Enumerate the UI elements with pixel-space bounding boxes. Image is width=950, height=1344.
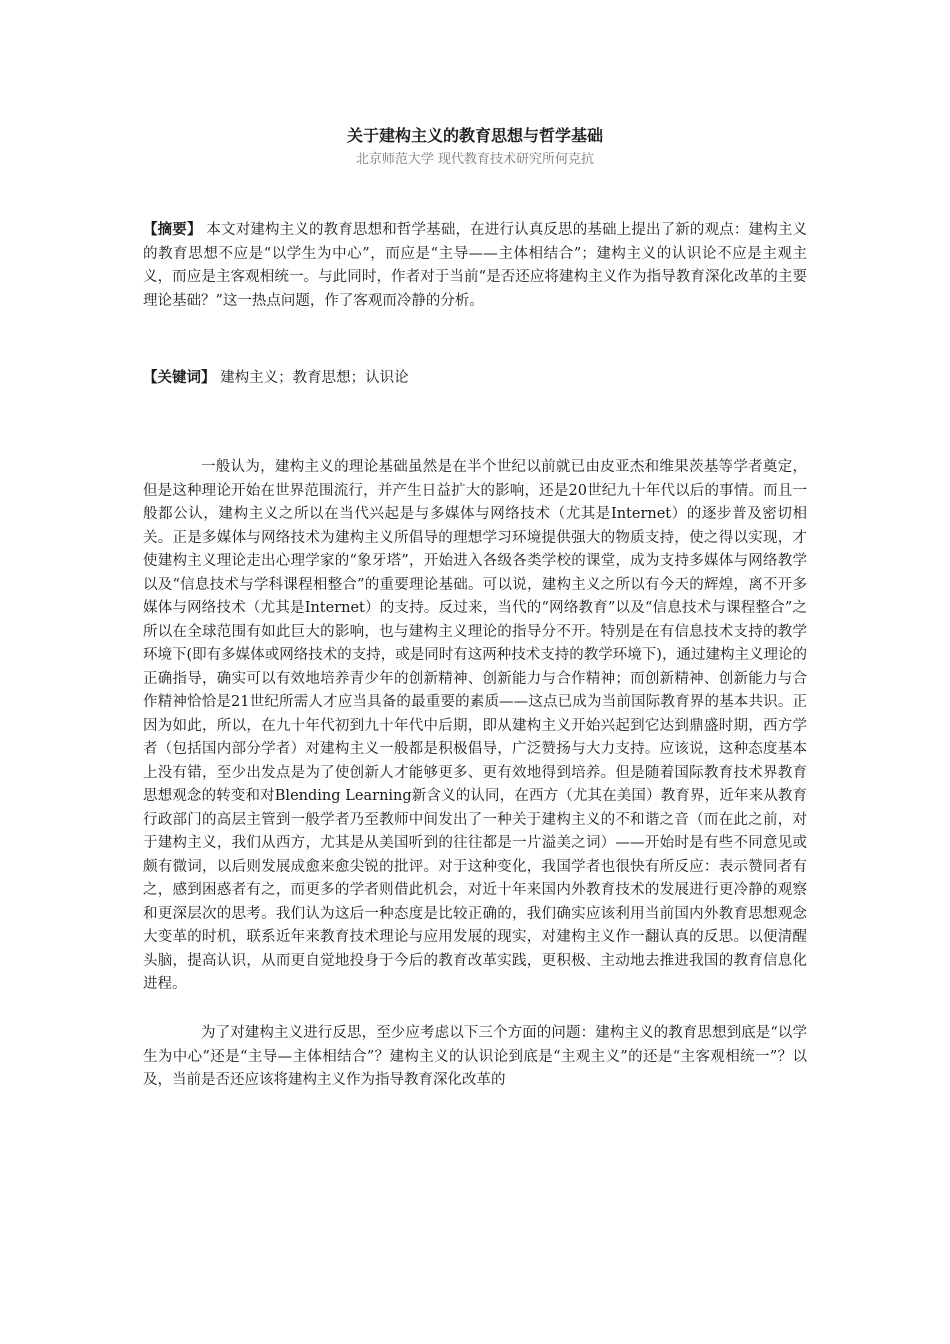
author-line: 北京师范大学 现代教育技术研究所何克抗 bbox=[355, 152, 595, 167]
abstract-section bbox=[143, 218, 807, 313]
paragraph-text: 为了对建构主义进行反思，至少应考虑以下三个方面的问题：建构主义的教育思想到底是“以学生为中心”还是“主导—主体相结合”？建构主义的认识论到底是“主观主义”的还是“主客观相统一”？以及，当前是否还应该将建构主义作为指导教育深化改革的 bbox=[143, 1025, 807, 1088]
abstract-label: 【摘要】 bbox=[143, 221, 202, 238]
document-title: 关于建构主义的教育思想与哲学基础 bbox=[346, 126, 603, 145]
keywords-text: 建构主义；教育思想；认识论 bbox=[215, 370, 409, 386]
keywords-label: 【关键词】 bbox=[143, 369, 216, 386]
keywords-section bbox=[143, 366, 807, 391]
body-paragraph-1 bbox=[143, 456, 807, 997]
paragraph-text: 一般认为，建构主义的理论基础虽然是在半个世纪以前就已由皮亚杰和维果茨基等学者奠定，但是这种理论开始在世界范围流行，并产生日益扩大的影响，还是20世纪九十年代以后的事情。而且一般都公认，建构主义之所以在当代兴起是与多媒体与网络技术（尤其是Internet）的逐步普及密切相关。正是多媒体与网络技术为建构主义所倡导的理想学习环境提供强大的物质支持，使之得以实现，才使建构主义理论走出心理学家的“象牙塔”，开始进入各级各类学校的课堂，成为支持多媒体与网络教学以及“信息技术与学科课程相整合”的重要理论基础。可以说，建构主义之所以有今天的辉煌，离不开多媒体与网络技术（尤其是Internet）的支持。反过来，当代的“网络教育”以及“信息技术与课程整合”之所以在全球范围有如此巨大的影响，也与建构主义理论的指导分不开。特别是在有信息技术支持的教学环境下(即有多媒体或网络技术的支持，或是同时有这两种技术支持的教学环境下)，通过建构主义理论的正确指导，确实可以有效地培养青少年的创新精神、创新能力与合作精神；而创新精神、创新能力与合作精神恰恰是21世纪所需人才应当具备的最重要的素质——这点已成为当前国际教育界的基本共识。正因为如此，所以，在九十年代初到九十年代中后期，即从建构主义开始兴起到它达到鼎盛时期，西方学者（包括国内部分学者）对建构主义一般都是积极倡导，广泛赞扬与大力支持。应该说，这种态度基本上没有错，至少出发点是为了使创新人才能够更多、更有效地得到培养。但是随着国际教育技术界教育思想观念的转变和对Blending Learning新含义的认同，在西方（尤其在美国）教育界，近年来从教育行政部门的高层主管到一般学者乃至教师中间发出了一种关于建构主义的不和谐之音（而在此之前，对于建构主义，我们从西方，尤其是从美国听到的往往都是一片溢美之词）——开始时是有些不同意见或颇有微词，以后则发展成愈来愈尖锐的批评。对于这种变化，我国学者也很快有所反应：表示赞同者有之，感到困惑者有之，而更多的学者则借此机会，对近十年来国内外教育技术的发展进行更冷静的观察和更深层次的思考。我们认为这后一种态度是比较正确的，我们确实应该利用当前国内外教育思想观念大变革的时机，联系近年来教育技术理论与应用发展的现实，对建构主义作一翻认真的反思。以便清醒头脑，提高认识，从而更自觉地投身于今后的教育改革实践，更积极、主动地去推进我国的教育信息化进程。 bbox=[143, 459, 807, 992]
body-paragraph-2 bbox=[143, 1022, 807, 1093]
abstract-text: 本文对建构主义的教育思想和哲学基础，在进行认真反思的基础上提出了新的观点：建构主义的教育思想不应是“以学生为中心”，而应是“主导——主体相结合”；建构主义的认识论不应是主观主义，而应是主客观相统一。与此同时，作者对于当前“是否还应将建构主义作为指导教育深化改革的主要理论基础？”这一热点问题，作了客观而冷静的分析。 bbox=[143, 222, 808, 309]
